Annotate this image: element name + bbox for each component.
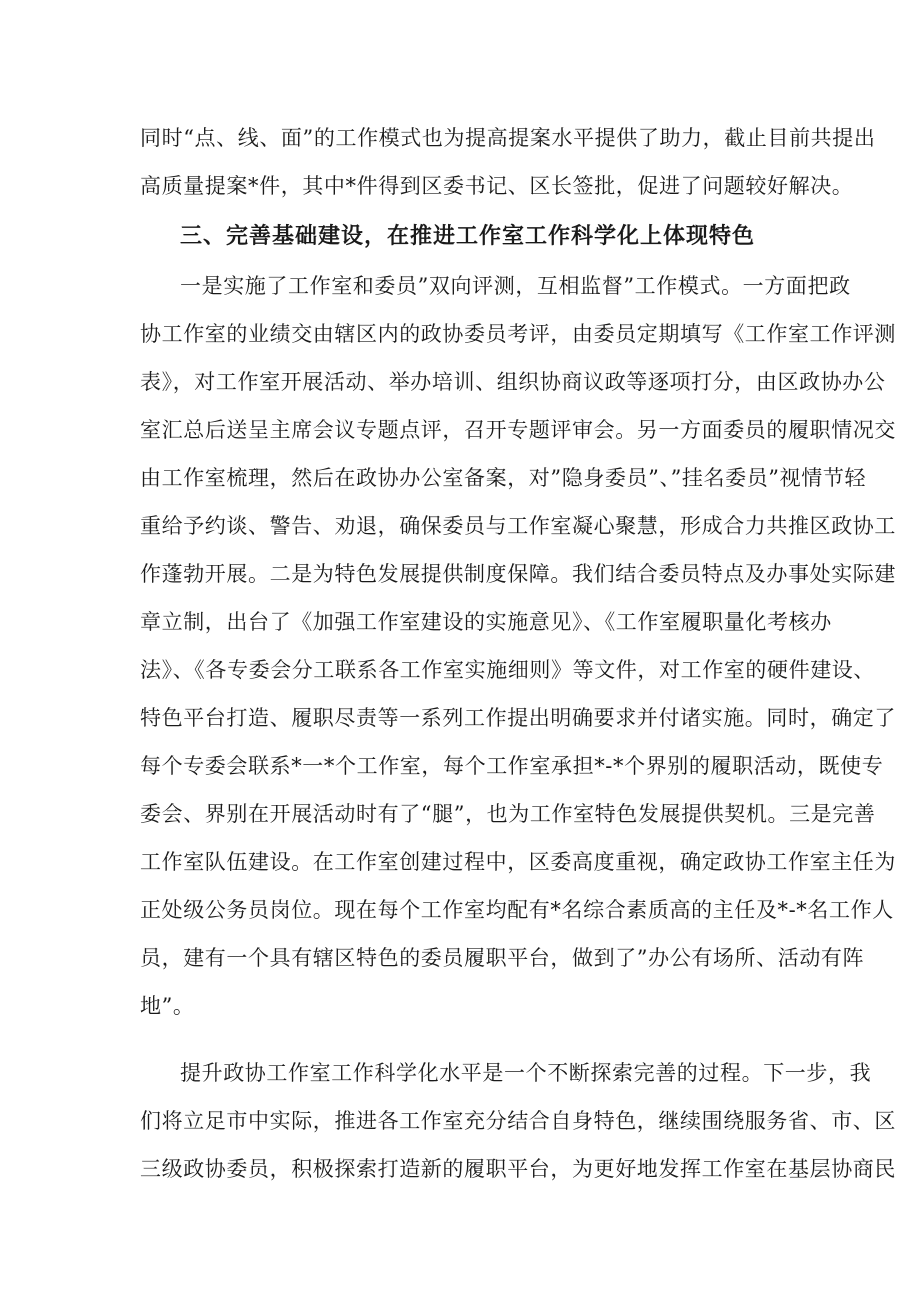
section-heading: 三、完善基础建设，在推进工作室工作科学化上体现特色 (180, 223, 756, 249)
text-line: 员，建有一个具有辖区特色的委员履职平台，做到了”办公有场所、活动有阵 (140, 946, 865, 970)
text-line: 作蓬勃开展。二是为特色发展提供制度保障。我们结合委员特点及办事处实际建 (140, 562, 896, 586)
text-line: 章立制，出台了《加强工作室建设的实施意见》、《工作室履职量化考核办 (140, 610, 832, 634)
text-line: 们将立足市中实际，推进各工作室充分结合自身特色，继续围绕服务省、市、区 (140, 1109, 896, 1133)
text-line: 工作室队伍建设。在工作室创建过程中，区委高度重视，确定政协工作室主任为 (140, 850, 896, 874)
text-line: 表》，对工作室开展活动、举办培训、组织协商议政等逐项打分，由区政协办公 (140, 370, 886, 394)
text-line: 协工作室的业绩交由辖区内的政协委员考评，由委员定期填写《工作室工作评测 (140, 322, 896, 346)
text-line: 由工作室梳理，然后在政协办公室备案，对”隐身委员”、”挂名委员”视情节轻 (140, 466, 867, 490)
text-line: 重给予约谈、警告、劝退，确保委员与工作室凝心聚慧，形成合力共推区政协工 (140, 514, 896, 538)
text-line: 室汇总后送呈主席会议专题点评，召开专题评审会。另一方面委员的履职情况交 (140, 418, 896, 442)
text-line: 委会、界别在开展活动时有了“腿”，也为工作室特色发展提供契机。三是完善 (140, 802, 876, 826)
text-line: 同时“点、线、面”的工作模式也为提高提案水平提供了助力，截止目前共提出 (140, 126, 876, 150)
text-line: 地”。 (140, 994, 195, 1018)
text-line: 特色平台打造、履职尽责等一系列工作提出明确要求并付诸实施。同时，确定了 (140, 706, 896, 730)
text-line: 正处级公务员岗位。现在每个工作室均配有*名综合素质高的主任及*-*名工作人 (140, 898, 894, 922)
text-line: 三级政协委员，积极探索打造新的履职平台，为更好地发挥工作室在基层协商民 (140, 1157, 896, 1181)
text-line: 提升政协工作室工作科学化水平是一个不断探索完善的过程。下一步，我 (180, 1061, 872, 1085)
text-line: 一是实施了工作室和委员”双向评测，互相监督”工作模式。一方面把政 (180, 274, 851, 298)
text-line: 每个专委会联系*一*个工作室，每个工作室承担*-*个界别的履职活动，既使专 (140, 754, 884, 778)
text-line: 高质量提案*件，其中*件得到区委书记、区长签批，促进了问题较好解决。 (140, 174, 854, 198)
text-line: 法》、《各专委会分工联系各工作室实施细则》等文件，对工作室的硬件建设、 (140, 658, 875, 682)
